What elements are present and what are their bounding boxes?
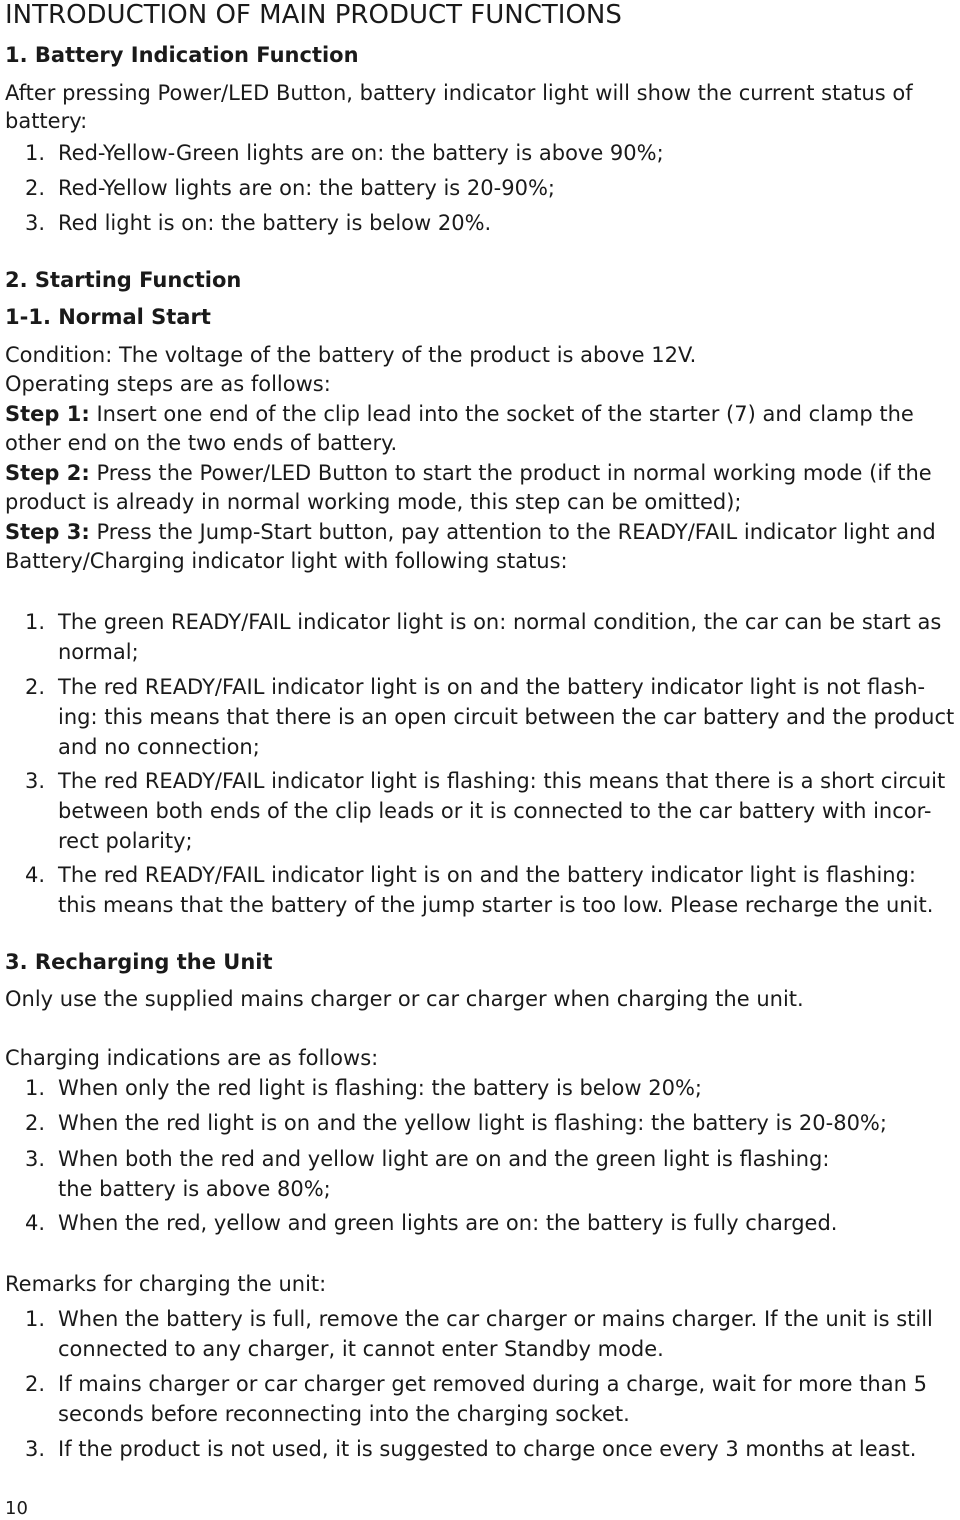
step-2-line-2: product is already in normal working mode, this step can be omitted); [5,490,742,514]
charging-indications-intro: Charging indications are as follows: [5,1046,379,1070]
section-3-heading: 3. Recharging the Unit [5,950,273,974]
step-1-label: Step 1: [5,402,90,426]
step-2-line-1: Step 2: Press the Power/LED Button to start the product in normal working mode (if the [5,461,932,485]
step-2-label: Step 2: [5,461,90,485]
step-1-line-2: other end on the two ends of battery. [5,431,398,455]
section-1-intro-line-2: battery: [5,109,88,133]
section-1-intro-line-1: After pressing Power/LED Button, battery indicator light will show the current status of [5,81,913,105]
step-3-label: Step 3: [5,520,90,544]
step-3-line-2: Battery/Charging indicator light with following status: [5,549,568,573]
step-3-line-1: Step 3: Press the Jump-Start button, pay attention to the READY/FAIL indicator light and [5,520,936,544]
steps-intro: Operating steps are as follows: [5,372,331,396]
subsection-heading: 1-1. Normal Start [5,305,211,329]
charger-note: Only use the supplied mains charger or car charger when charging the unit. [5,987,804,1011]
section-2-heading: 2. Starting Function [5,268,242,292]
page-number: 10 [5,1498,28,1519]
manual-page: INTRODUCTION OF MAIN PRODUCT FUNCTIONS 1. Battery Indication Function After pressing Power/LED Button, battery indicator light will show the current status of battery: 1. Red-Yellow-Green lights are on: the battery is above 90%; 2. Red-Yellow lights are on: the battery is 20-90%; 3. Red light is on: the battery is below 20%. 2. Starting Function 1-1. Normal Start Condition: The voltage of the battery of the product is above 12V. Operating steps are as follows: Step 1: Insert one end of the clip lead into the socket of the starter (7) and clamp the other end on the two ends of battery. Step 2: Press the Power/LED Button to start the product in normal working mode (if the product is already in normal working mode, this step can be omitted); Step 3: Press the Jump-Start button, pay attention to the READY/FAIL indicator light and Battery/Charging indicator light with following status: 1. The green READY/FAIL indicator light is on: normal condition, the car can be start as normal; 2. The red READY/FAIL indicator light is on and the battery indicator light is not flash- ing: this means that there is an open circuit between the car battery and the product and no connection; 3. The red READY/FAIL indicator light is flashing: this means that there is a short circuit between both ends of the clip leads or it is connected to the car battery with incor- rect polarity; 4. The red READY/FAIL indicator light is on and the battery indicator light is flashing: this means that the battery of the jump starter is too low. Please recharge the unit. 3. Recharging the Unit Only use the supplied mains charger or car charger when charging the unit. Charging indications are as follows: 1. When only the red light is flashing: the battery is below 20%; 2. When the red light is on and the yellow light is flashing: the battery is 20-80%; 3. When both the red and yellow light are on and the green light is flashing: the battery is above 80%; 4. When the red, yellow and green lights are on: the battery is fully charged. Remarks for charging the unit: 1. When the battery is full, remove the car charger or mains charger. If the unit is still connected to any charger, it cannot enter Standby mode. 2. If mains charger or car charger get removed during a charge, wait for more than 5 seconds before reconnecting into the charging socket. 3. If the product is not used, it is suggested to charge once every 3 months at least. 10 [5,0,955,1519]
charging-remarks-intro: Remarks for charging the unit: [5,1272,327,1296]
condition-text: Condition: The voltage of the battery of the product is above 12V. [5,343,697,367]
section-1-heading: 1. Battery Indication Function [5,43,359,67]
step-1-line-1: Step 1: Insert one end of the clip lead into the socket of the starter (7) and clamp the [5,402,914,426]
page-title: INTRODUCTION OF MAIN PRODUCT FUNCTIONS [5,0,622,30]
